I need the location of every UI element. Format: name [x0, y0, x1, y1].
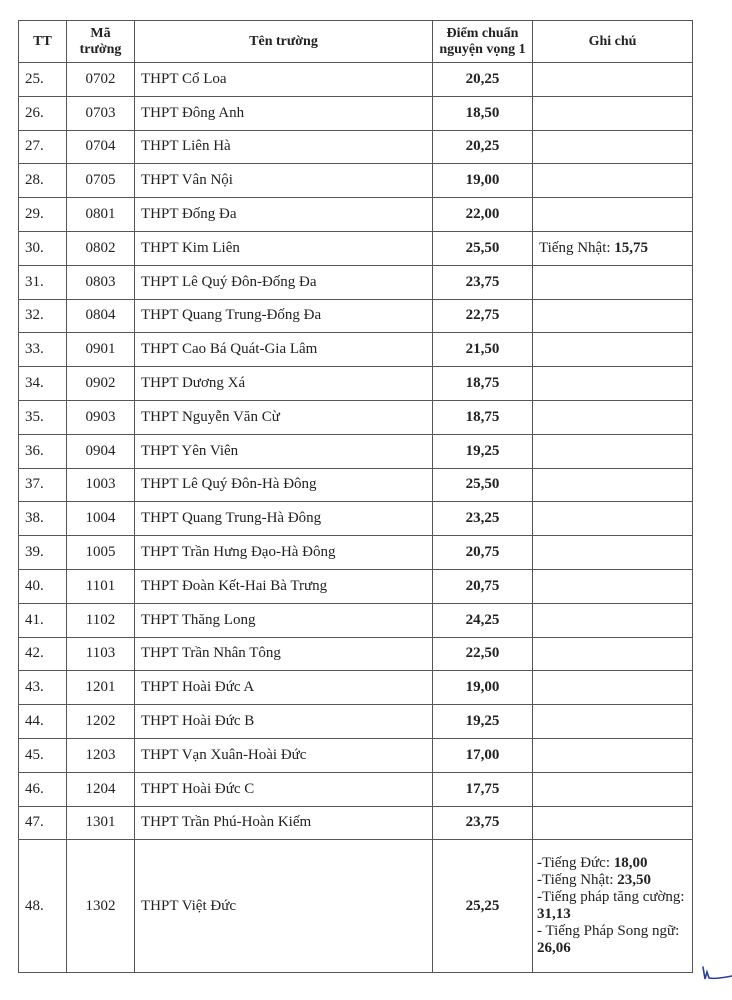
cell-ma-truong: 0903 [67, 400, 135, 434]
cell-diem-chuan: 18,75 [433, 367, 533, 401]
cell-ma-truong: 0705 [67, 164, 135, 198]
cell-ma-truong: 1103 [67, 637, 135, 671]
cell-ten-truong: THPT Yên Viên [135, 434, 433, 468]
note-line [537, 889, 688, 923]
header-ma-truong [67, 21, 135, 63]
cell-tt: 36. [19, 434, 67, 468]
cell-tt: 39. [19, 536, 67, 570]
cell-ten-truong: THPT Cổ Loa [135, 63, 433, 97]
cell-ten-truong: THPT Lê Quý Đôn-Hà Đông [135, 468, 433, 502]
cell-tt: 41. [19, 603, 67, 637]
cell-ma-truong: 1201 [67, 671, 135, 705]
table-row [19, 536, 693, 570]
handwritten-mark [700, 963, 732, 983]
cell-ten-truong: THPT Trần Phú-Hoàn Kiếm [135, 806, 433, 840]
cell-ma-truong: 0901 [67, 333, 135, 367]
cell-tt: 29. [19, 198, 67, 232]
cell-ghi-chu [533, 738, 693, 772]
table-row [19, 637, 693, 671]
cell-ghi-chu [533, 603, 693, 637]
cell-ghi-chu [533, 840, 693, 973]
table-body [19, 63, 693, 973]
cell-ma-truong: 1204 [67, 772, 135, 806]
table-row [19, 130, 693, 164]
table-row [19, 671, 693, 705]
note-label: -Tiếng Nhật: [537, 872, 618, 889]
cell-diem-chuan: 25,50 [433, 231, 533, 265]
cell-tt: 42. [19, 637, 67, 671]
cell-diem-chuan: 22,75 [433, 299, 533, 333]
header-ten-truong: Tên trường [135, 21, 433, 63]
note-label: Tiếng Nhật: [539, 239, 615, 256]
cell-ten-truong: THPT Trần Hưng Đạo-Hà Đông [135, 536, 433, 570]
cell-ghi-chu [533, 96, 693, 130]
table-row [19, 63, 693, 97]
cell-diem-chuan: 23,75 [433, 265, 533, 299]
cell-tt: 38. [19, 502, 67, 536]
cell-ten-truong: THPT Nguyễn Văn Cừ [135, 400, 433, 434]
note-line [537, 855, 688, 872]
cell-diem-chuan: 18,75 [433, 400, 533, 434]
header-ma-line1: Mã [90, 25, 111, 41]
cell-ghi-chu [533, 130, 693, 164]
table-row [19, 806, 693, 840]
cell-diem-chuan: 17,75 [433, 772, 533, 806]
cell-ghi-chu [533, 367, 693, 401]
header-diem-chuan [433, 21, 533, 63]
note-score: 15,75 [614, 239, 649, 256]
cell-ma-truong: 1004 [67, 502, 135, 536]
cell-ma-truong: 0703 [67, 96, 135, 130]
cell-ma-truong: 0904 [67, 434, 135, 468]
header-diem-line1: Điểm chuẩn [446, 25, 519, 41]
cell-ten-truong: THPT Trần Nhân Tông [135, 637, 433, 671]
table-row [19, 231, 693, 265]
cell-ten-truong: THPT Hoài Đức B [135, 705, 433, 739]
table-row [19, 603, 693, 637]
table-row [19, 705, 693, 739]
cell-diem-chuan: 19,25 [433, 705, 533, 739]
cell-diem-chuan: 20,25 [433, 63, 533, 97]
cell-tt: 30. [19, 231, 67, 265]
admission-score-table [18, 20, 693, 973]
cell-diem-chuan: 20,25 [433, 130, 533, 164]
table-row [19, 468, 693, 502]
cell-diem-chuan: 21,50 [433, 333, 533, 367]
cell-ten-truong: THPT Cao Bá Quát-Gia Lâm [135, 333, 433, 367]
cell-diem-chuan: 19,00 [433, 671, 533, 705]
cell-diem-chuan: 23,25 [433, 502, 533, 536]
cell-diem-chuan: 20,75 [433, 536, 533, 570]
cell-ghi-chu [533, 63, 693, 97]
cell-ma-truong: 0902 [67, 367, 135, 401]
cell-tt: 33. [19, 333, 67, 367]
header-tt: TT [19, 21, 67, 63]
cell-diem-chuan: 19,25 [433, 434, 533, 468]
cell-diem-chuan: 18,50 [433, 96, 533, 130]
cell-tt: 46. [19, 772, 67, 806]
cell-ghi-chu [533, 400, 693, 434]
table-row [19, 400, 693, 434]
cell-tt: 26. [19, 96, 67, 130]
note-score: 31,13 [537, 906, 571, 923]
note-label: - Tiếng Pháp Song ngữ: [537, 923, 680, 940]
cell-diem-chuan: 24,25 [433, 603, 533, 637]
cell-ten-truong: THPT Vân Nội [135, 164, 433, 198]
note-line [537, 872, 688, 889]
table-row [19, 434, 693, 468]
cell-ma-truong: 1301 [67, 806, 135, 840]
table-row [19, 738, 693, 772]
cell-ma-truong: 1101 [67, 569, 135, 603]
header-ghi-chu: Ghi chú [533, 21, 693, 63]
cell-ma-truong: 1203 [67, 738, 135, 772]
cell-tt: 34. [19, 367, 67, 401]
cell-ghi-chu [533, 198, 693, 232]
cell-ghi-chu [533, 705, 693, 739]
cell-ten-truong: THPT Đoàn Kết-Hai Bà Trưng [135, 569, 433, 603]
cell-tt: 25. [19, 63, 67, 97]
table-row [19, 198, 693, 232]
cell-tt: 37. [19, 468, 67, 502]
cell-ma-truong: 1102 [67, 603, 135, 637]
cell-ghi-chu [533, 671, 693, 705]
header-diem-line2: nguyện vọng 1 [439, 41, 526, 57]
cell-tt: 35. [19, 400, 67, 434]
cell-diem-chuan: 25,50 [433, 468, 533, 502]
table-row [19, 164, 693, 198]
table-row [19, 299, 693, 333]
cell-ghi-chu [533, 502, 693, 536]
cell-diem-chuan: 17,00 [433, 738, 533, 772]
cell-tt: 28. [19, 164, 67, 198]
cell-ten-truong: THPT Đống Đa [135, 198, 433, 232]
cell-diem-chuan: 23,75 [433, 806, 533, 840]
cell-tt: 44. [19, 705, 67, 739]
cell-ten-truong: THPT Liên Hà [135, 130, 433, 164]
cell-ma-truong: 0702 [67, 63, 135, 97]
cell-ghi-chu [533, 164, 693, 198]
table-row [19, 772, 693, 806]
score-sheet [18, 20, 693, 973]
cell-diem-chuan: 22,00 [433, 198, 533, 232]
table-header-row [19, 21, 693, 63]
cell-ten-truong: THPT Vạn Xuân-Hoài Đức [135, 738, 433, 772]
cell-tt: 43. [19, 671, 67, 705]
cell-tt: 27. [19, 130, 67, 164]
cell-ten-truong: THPT Thăng Long [135, 603, 433, 637]
cell-diem-chuan: 25,25 [433, 840, 533, 973]
cell-ten-truong: THPT Việt Đức [135, 840, 433, 973]
cell-tt: 48. [19, 840, 67, 973]
cell-ghi-chu [533, 299, 693, 333]
cell-tt: 40. [19, 569, 67, 603]
cell-ghi-chu [533, 806, 693, 840]
cell-ten-truong: THPT Quang Trung-Đống Đa [135, 299, 433, 333]
cell-ten-truong: THPT Hoài Đức A [135, 671, 433, 705]
cell-ten-truong: THPT Đông Anh [135, 96, 433, 130]
cell-ten-truong: THPT Kim Liên [135, 231, 433, 265]
cell-ghi-chu [533, 265, 693, 299]
cell-ten-truong: THPT Dương Xá [135, 367, 433, 401]
cell-ten-truong: THPT Lê Quý Đôn-Đống Đa [135, 265, 433, 299]
cell-ghi-chu [533, 468, 693, 502]
cell-ghi-chu [533, 569, 693, 603]
cell-ghi-chu [533, 434, 693, 468]
cell-ghi-chu [533, 231, 693, 265]
note-label: -Tiếng Đức: [537, 855, 614, 872]
table-row [19, 569, 693, 603]
cell-ghi-chu [533, 333, 693, 367]
header-ma-line2: trường [79, 41, 122, 57]
note-line [539, 240, 692, 257]
note-score: 23,50 [617, 872, 652, 889]
cell-tt: 45. [19, 738, 67, 772]
cell-ma-truong: 0802 [67, 231, 135, 265]
cell-ma-truong: 0804 [67, 299, 135, 333]
note-line [537, 923, 688, 957]
cell-diem-chuan: 20,75 [433, 569, 533, 603]
cell-ma-truong: 1003 [67, 468, 135, 502]
note-score: 26,06 [537, 940, 571, 957]
cell-ma-truong: 1202 [67, 705, 135, 739]
cell-ma-truong: 1302 [67, 840, 135, 973]
table-row [19, 96, 693, 130]
cell-tt: 47. [19, 806, 67, 840]
cell-tt: 32. [19, 299, 67, 333]
table-row [19, 333, 693, 367]
cell-ghi-chu [533, 536, 693, 570]
cell-tt: 31. [19, 265, 67, 299]
cell-ma-truong: 0801 [67, 198, 135, 232]
cell-diem-chuan: 19,00 [433, 164, 533, 198]
note-label: -Tiếng pháp tăng cường: [537, 889, 685, 906]
cell-ma-truong: 0704 [67, 130, 135, 164]
cell-diem-chuan: 22,50 [433, 637, 533, 671]
cell-ten-truong: THPT Quang Trung-Hà Đông [135, 502, 433, 536]
table-row [19, 502, 693, 536]
cell-ghi-chu [533, 772, 693, 806]
cell-ghi-chu [533, 637, 693, 671]
table-row [19, 265, 693, 299]
cell-ten-truong: THPT Hoài Đức C [135, 772, 433, 806]
note-score: 18,00 [613, 855, 648, 872]
cell-ma-truong: 0803 [67, 265, 135, 299]
cell-ma-truong: 1005 [67, 536, 135, 570]
table-row [19, 367, 693, 401]
table-row [19, 840, 693, 973]
